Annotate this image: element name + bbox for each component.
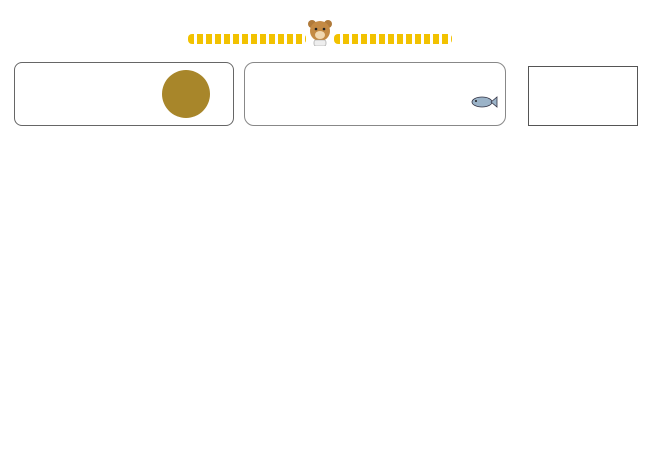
bear-mascot-icon [307,18,333,46]
fish-message-box [244,62,506,126]
fish-icon [470,94,498,110]
decorative-ribbon-left [188,34,306,44]
nutrition-legend [528,66,638,126]
menu-calendar [14,128,638,447]
ichihomare-logo [162,70,210,118]
decorative-ribbon-right [334,34,452,44]
